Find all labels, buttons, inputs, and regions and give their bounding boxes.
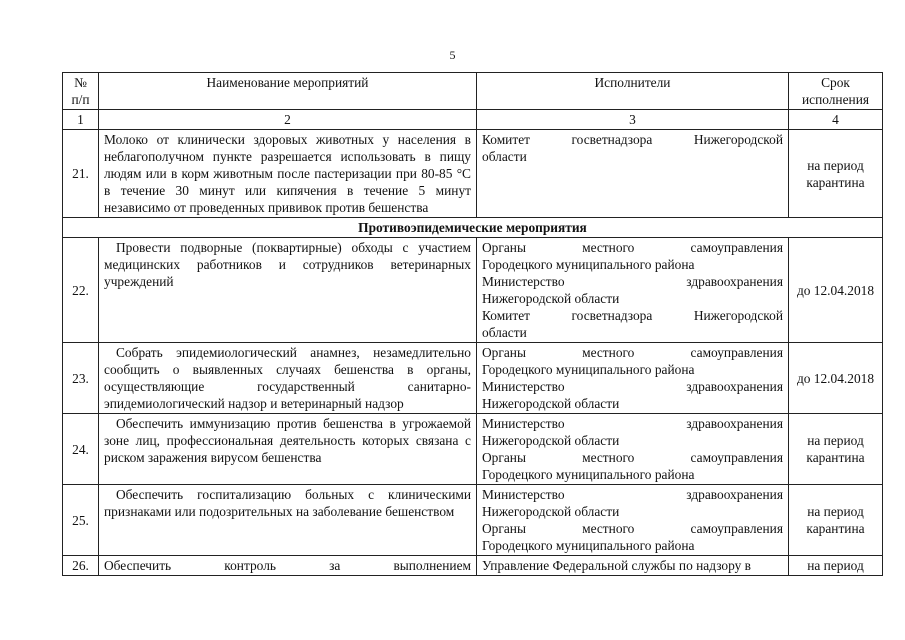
- executor-line: Органы местного самоуправления: [482, 240, 783, 255]
- term-cell: до 12.04.2018: [789, 238, 883, 343]
- column-number: 1: [63, 110, 99, 130]
- executor-line: области: [482, 149, 527, 164]
- executors-cell: [477, 556, 789, 576]
- executor-line: Министерство здравоохранения: [482, 487, 783, 502]
- measure-text-line: Обеспечить контроль за выполнением: [104, 558, 471, 573]
- row-number: 22.: [63, 238, 99, 343]
- measures-table: [62, 72, 883, 576]
- section-row: [63, 218, 883, 238]
- header-number: № п/п: [63, 73, 99, 110]
- executor-line: области: [482, 325, 527, 340]
- executor-line: Городецкого муниципального района: [482, 538, 695, 553]
- executors-cell: [477, 343, 789, 414]
- column-number: 3: [477, 110, 789, 130]
- executor-line: Городецкого муниципального района: [482, 467, 695, 482]
- executor-line: Органы местного самоуправления: [482, 521, 783, 536]
- measure-text: Обеспечить госпитализацию больных с клиническими признаками или подозрительных на заболевание бешенством: [99, 485, 477, 556]
- term-cell: на период карантина: [789, 414, 883, 485]
- term-cell: на период карантина: [789, 485, 883, 556]
- column-numbers-row: [63, 110, 883, 130]
- executor-line: Министерство здравоохранения: [482, 274, 783, 289]
- executor-line: Городецкого муниципального района: [482, 362, 695, 377]
- table-row: [63, 343, 883, 414]
- header-term: Срок исполнения: [789, 73, 883, 110]
- section-title: Противоэпидемические мероприятия: [63, 218, 883, 238]
- term-cell: на период: [789, 556, 883, 576]
- table-row: [63, 130, 883, 218]
- executors-cell: [477, 414, 789, 485]
- executor-line: Нижегородской области: [482, 291, 620, 306]
- executors-cell: [477, 130, 789, 218]
- executor-line: Нижегородской области: [482, 504, 620, 519]
- table-row: [63, 485, 883, 556]
- measure-text: [99, 556, 477, 576]
- row-number: 21.: [63, 130, 99, 218]
- executor-line: Городецкого муниципального района: [482, 257, 695, 272]
- executor-line: Органы местного самоуправления: [482, 450, 783, 465]
- row-number: 25.: [63, 485, 99, 556]
- executor-line: Управление Федеральной службы по надзору в: [482, 558, 751, 573]
- measure-text: Провести подворные (поквартирные) обходы с участием медицинских работников и сотрудников ветеринарных учреждений: [99, 238, 477, 343]
- column-number: 4: [789, 110, 883, 130]
- table-row: [63, 238, 883, 343]
- executor-line: Министерство здравоохранения: [482, 416, 783, 431]
- table-header-row: [63, 73, 883, 110]
- column-number: 2: [99, 110, 477, 130]
- executor-line: Органы местного самоуправления: [482, 345, 783, 360]
- header-executors: Исполнители: [477, 73, 789, 110]
- row-number: 23.: [63, 343, 99, 414]
- executor-line: Комитет госветнадзора Нижегородской: [482, 132, 783, 147]
- executor-line: Нижегородской области: [482, 396, 620, 411]
- page-number: 5: [449, 48, 456, 62]
- executor-line: Нижегородской области: [482, 433, 620, 448]
- executor-line: Министерство здравоохранения: [482, 379, 783, 394]
- executors-cell: [477, 485, 789, 556]
- term-cell: на период карантина: [789, 130, 883, 218]
- row-number: 26.: [63, 556, 99, 576]
- header-measures: Наименование мероприятий: [99, 73, 477, 110]
- executors-cell: [477, 238, 789, 343]
- table-row: [63, 414, 883, 485]
- executor-line: Комитет госветнадзора Нижегородской: [482, 308, 783, 323]
- measure-text: Обеспечить иммунизацию против бешенства в угрожаемой зоне лиц, профессиональная деятельность которых связана с риском заражения вирусом бешенства: [99, 414, 477, 485]
- table-row: [63, 556, 883, 576]
- row-number: 24.: [63, 414, 99, 485]
- term-cell: до 12.04.2018: [789, 343, 883, 414]
- measure-text: Молоко от клинически здоровых животных у населения в неблагополучном пункте разрешается использовать в пищу людям или в корм животным после пастеризации при 80-85 °С в течение 30 минут или кипячения в течение 5 минут независимо от проведенных прививок против бешенства: [99, 130, 477, 218]
- measure-text: Собрать эпидемиологический анамнез, незамедлительно сообщить о выявленных случаях бешенства в органы, осуществляющие государственный санитарно-эпидемиологический надзор и ветеринарный надзор: [99, 343, 477, 414]
